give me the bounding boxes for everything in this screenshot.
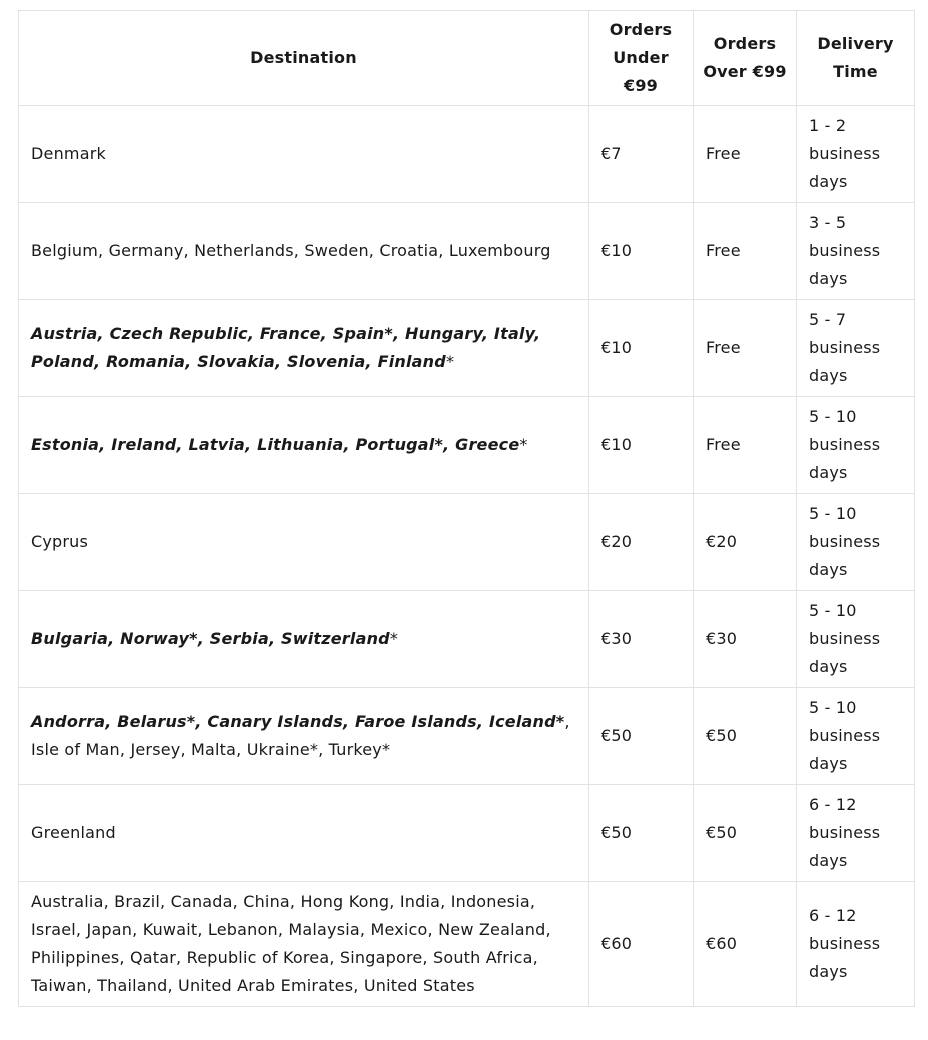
delivery-time-cell: 5 - 7 business days	[797, 300, 915, 397]
table-row	[19, 203, 915, 300]
price-under-cell: €7	[589, 106, 694, 203]
price-under-cell: €30	[589, 591, 694, 688]
delivery-time-cell: 5 - 10 business days	[797, 494, 915, 591]
table-row	[19, 397, 915, 494]
table-row	[19, 300, 915, 397]
destination-cell	[19, 882, 589, 1007]
delivery-time-cell: 5 - 10 business days	[797, 397, 915, 494]
destination-plain: Belgium, Germany, Netherlands, Sweden, Croatia, Luxembourg	[31, 241, 551, 260]
price-under-cell: €20	[589, 494, 694, 591]
price-over-cell: €30	[694, 591, 797, 688]
destination-cell	[19, 785, 589, 882]
table-row	[19, 785, 915, 882]
price-over-cell: Free	[694, 397, 797, 494]
destination-plain: Denmark	[31, 144, 106, 163]
destination-asterisk: *	[445, 352, 455, 371]
delivery-time-cell: 3 - 5 business days	[797, 203, 915, 300]
price-over-cell: Free	[694, 203, 797, 300]
destination-cell	[19, 203, 589, 300]
price-under-cell: €50	[589, 785, 694, 882]
destination-asterisk: *	[389, 629, 399, 648]
destination-bold: Bulgaria, Norway*, Serbia, Switzerland	[31, 629, 390, 648]
price-over-cell: €20	[694, 494, 797, 591]
destination-bold: Andorra, Belarus*, Canary Islands, Faroe Islands, Iceland*	[31, 712, 565, 731]
destination-plain: , Isle of Man, Jersey, Malta, Ukraine*, Turkey*	[31, 712, 570, 759]
destination-cell	[19, 494, 589, 591]
shipping-rates-table	[18, 10, 915, 1007]
table-header	[19, 11, 915, 106]
destination-cell	[19, 397, 589, 494]
delivery-time-cell: 6 - 12 business days	[797, 785, 915, 882]
table-body	[19, 106, 915, 1007]
destination-cell	[19, 106, 589, 203]
destination-cell	[19, 688, 589, 785]
destination-cell	[19, 300, 589, 397]
price-under-cell: €10	[589, 203, 694, 300]
destination-plain: Australia, Brazil, Canada, China, Hong Kong, India, Indonesia, Israel, Japan, Kuwait, Lebanon, Malaysia, Mexico, New Zealand, Philippines, Qatar, Republic of Korea, Singapore, South Africa, Taiwan, Thailand, United Arab Emirates, United States	[31, 892, 551, 995]
delivery-time-cell: 6 - 12 business days	[797, 882, 915, 1007]
price-under-cell: €10	[589, 300, 694, 397]
table-row	[19, 591, 915, 688]
delivery-time-cell: 1 - 2 business days	[797, 106, 915, 203]
table-row	[19, 106, 915, 203]
table-row	[19, 882, 915, 1007]
destination-bold: Estonia, Ireland, Latvia, Lithuania, Portugal*, Greece	[31, 435, 520, 454]
price-under-cell: €60	[589, 882, 694, 1007]
header-destination: Destination	[19, 11, 589, 106]
delivery-time-cell: 5 - 10 business days	[797, 591, 915, 688]
table-row	[19, 688, 915, 785]
header-row	[19, 11, 915, 106]
price-over-cell: Free	[694, 106, 797, 203]
header-orders-over: Orders Over €99	[694, 11, 797, 106]
price-under-cell: €10	[589, 397, 694, 494]
destination-cell	[19, 591, 589, 688]
destination-plain: Cyprus	[31, 532, 89, 551]
price-over-cell: €60	[694, 882, 797, 1007]
destination-bold: Austria, Czech Republic, France, Spain*, Hungary, Italy, Poland, Romania, Slovakia, Slovenia, Finland	[31, 324, 541, 371]
price-over-cell: Free	[694, 300, 797, 397]
destination-asterisk: *	[519, 435, 528, 454]
table-row	[19, 494, 915, 591]
price-under-cell: €50	[589, 688, 694, 785]
destination-plain: Greenland	[31, 823, 116, 842]
price-over-cell: €50	[694, 785, 797, 882]
delivery-time-cell: 5 - 10 business days	[797, 688, 915, 785]
header-delivery-time: Delivery Time	[797, 11, 915, 106]
price-over-cell: €50	[694, 688, 797, 785]
header-orders-under: Orders Under €99	[589, 11, 694, 106]
